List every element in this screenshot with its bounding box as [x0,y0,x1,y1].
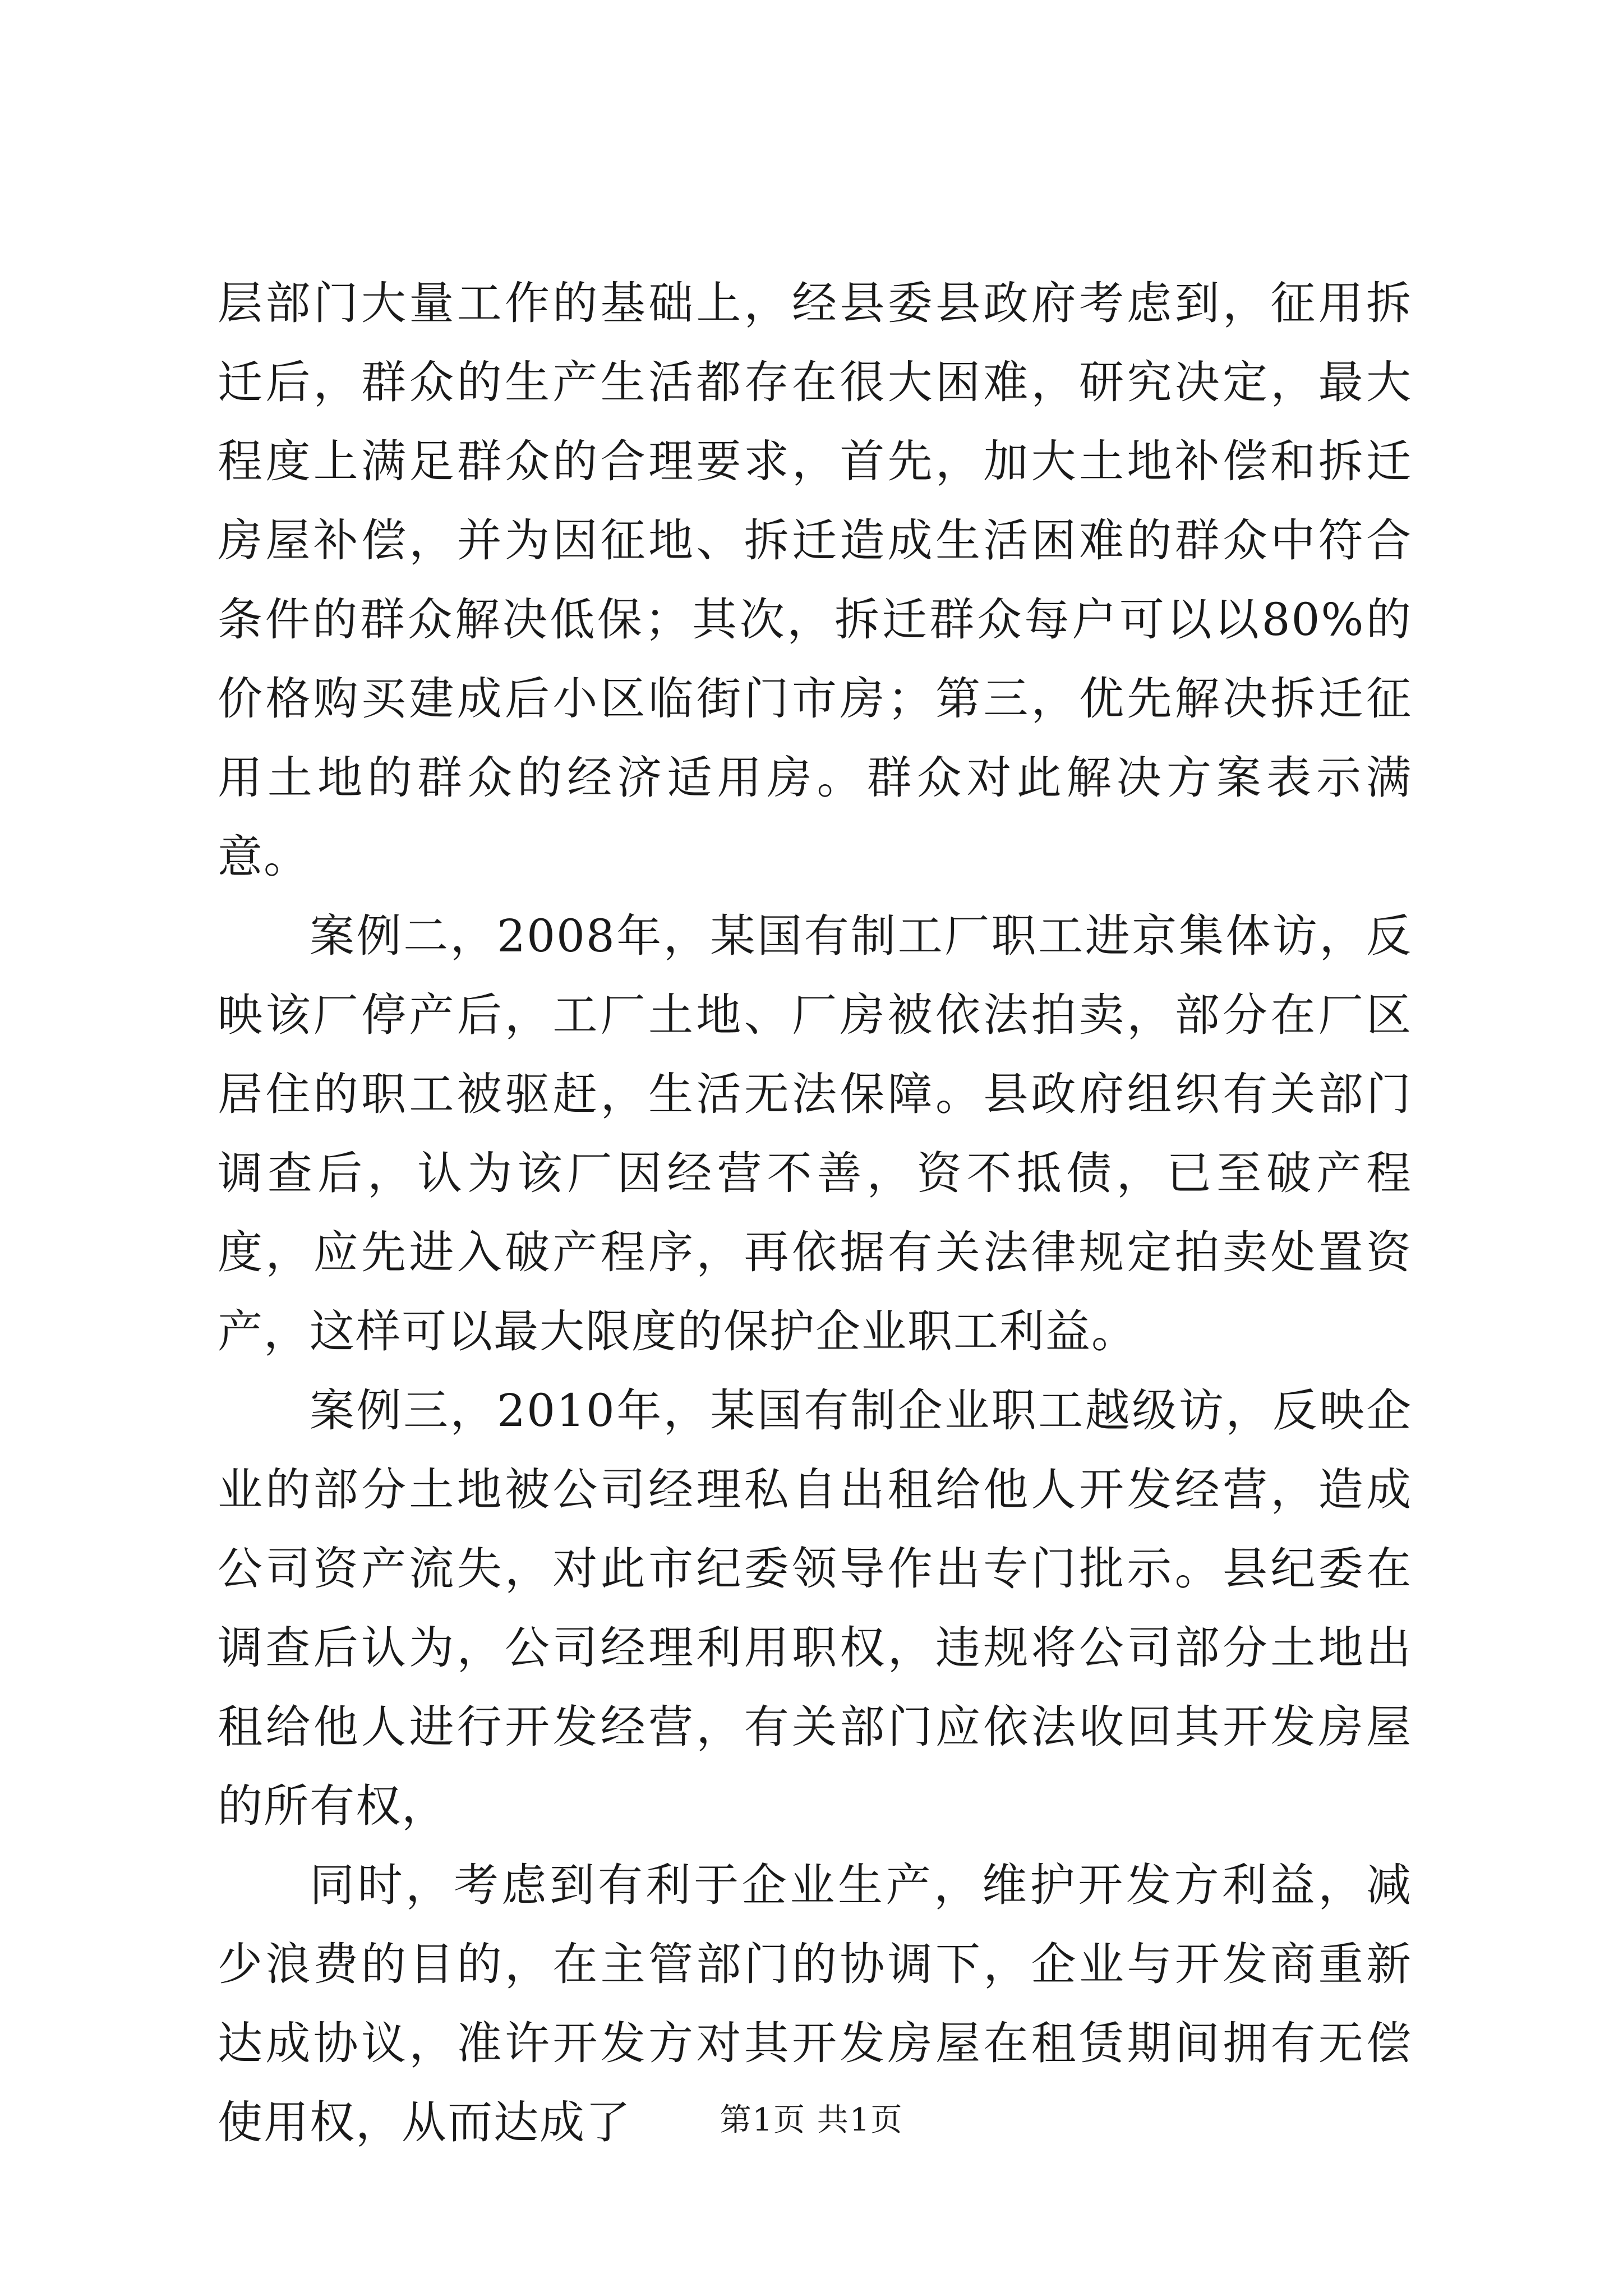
paragraph-meanwhile: 同时，考虑到有利于企业生产，维护开发方利益，减少浪费的目的，在主管部门的协调下，企业与开发商重新达成协议，准许开发方对其开发房屋在租赁期间拥有无偿使用权，从而达成了 [218,1859,1412,2148]
page-footer: 第1页 共1页 [720,2102,903,2138]
document-body [218,264,1412,2162]
paragraph-case-two: 案例二，2008年，某国有制工厂职工进京集体访，反映该厂停产后，工厂土地、厂房被依法拍卖，部分在厂区居住的职工被驱赶，生活无法保障。县政府组织有关部门调查后，认为该厂因经营不善，资不抵债，已至破产程度，应先进入破产程序，再依据有关法律规定拍卖处置资产，这样可以最大限度的保护企业职工利益。 [218,910,1412,1358]
paragraph-case-three: 案例三，2010年，某国有制企业职工越级访，反映企业的部分土地被公司经理私自出租给他人开发经营，造成公司资产流失，对此市纪委领导作出专门批示。县纪委在调查后认为，公司经理利用职权，违规将公司部分土地出租给他人进行开发经营，有关部门应依法收回其开发房屋的所有权， [218,1384,1412,1832]
paragraph-continuation: 层部门大量工作的基础上，经县委县政府考虑到，征用拆迁后，群众的生产生活都存在很大困难，研究决定，最大程度上满足群众的合理要求，首先，加大土地补偿和拆迁房屋补偿，并为因征地、拆迁造成生活困难的群众中符合条件的群众解决低保；其次，拆迁群众每户可以以80%的价格购买建成后小区临街门市房；第三，优先解决拆迁征用土地的群众的经济适用房。群众对此解决方案表示满意。 [218,277,1412,883]
